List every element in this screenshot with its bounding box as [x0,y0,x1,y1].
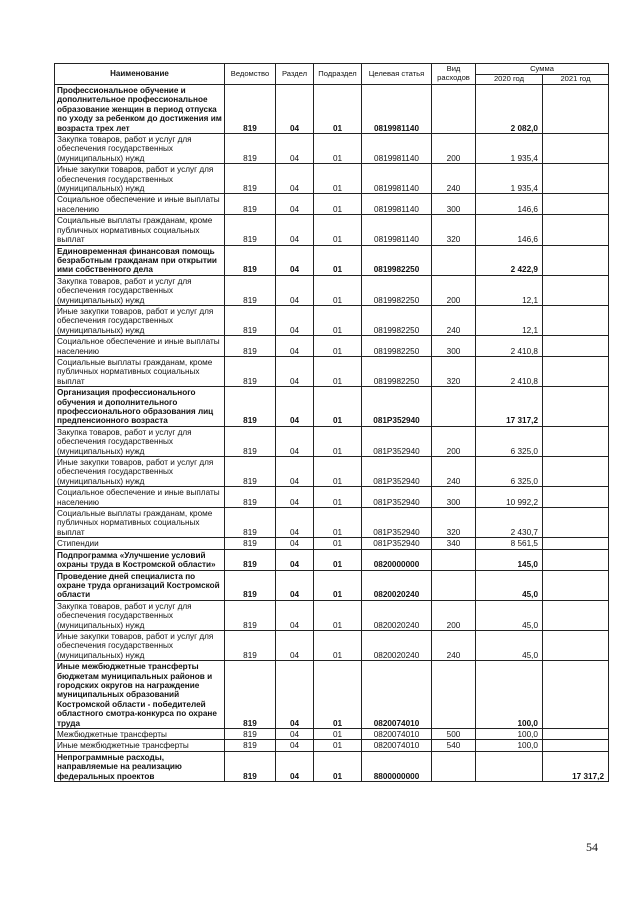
cell-subsection: 01 [314,245,362,275]
cell-2020: 2 430,7 [476,508,543,538]
cell-2020: 45,0 [476,600,543,630]
cell-target: 081P352940 [362,426,432,456]
cell-exp-type: 320 [432,215,476,245]
cell-exp-type: 320 [432,356,476,386]
cell-section: 04 [276,508,314,538]
table-row [55,549,609,570]
cell-dept: 819 [225,305,276,335]
cell-dept: 819 [225,661,276,729]
cell-2021 [543,356,609,386]
cell-name: Организация профессионального обучения и дополнительного профессионального образования лиц предпенсионного возраста [55,387,225,427]
cell-2020: 6 325,0 [476,426,543,456]
cell-2021 [543,538,609,549]
cell-2020 [476,751,543,781]
header-sum: Сумма [476,64,609,75]
cell-name: Социальное обеспечение и иные выплаты населению [55,487,225,508]
cell-target: 081P352940 [362,538,432,549]
cell-section: 04 [276,336,314,357]
cell-2021 [543,740,609,751]
cell-subsection: 01 [314,600,362,630]
cell-dept: 819 [225,751,276,781]
table-row [55,356,609,386]
cell-name: Профессиональное обучение и дополнительное профессиональное образование женщин в период отпуска по уходу за ребенком до достижения им возраста трех лет [55,85,225,134]
cell-dept: 819 [225,570,276,600]
table-row [55,538,609,549]
cell-name: Закупка товаров, работ и услуг для обеспечения государственных (муниципальных) нужд [55,426,225,456]
cell-2020: 1 935,4 [476,164,543,194]
cell-dept: 819 [225,487,276,508]
table-row [55,740,609,751]
cell-section: 04 [276,85,314,134]
cell-2020: 100,0 [476,740,543,751]
cell-2021 [543,85,609,134]
cell-2020: 100,0 [476,661,543,729]
cell-section: 04 [276,275,314,305]
cell-2020: 12,1 [476,275,543,305]
cell-name: Единовременная финансовая помощь безработным гражданам при открытии ими собственного дела [55,245,225,275]
cell-subsection: 01 [314,275,362,305]
cell-2021 [543,426,609,456]
cell-exp-type [432,387,476,427]
cell-exp-type: 240 [432,630,476,660]
table-row [55,630,609,660]
cell-section: 04 [276,134,314,164]
cell-target: 0819981140 [362,194,432,215]
cell-2020: 145,0 [476,549,543,570]
cell-2020: 12,1 [476,305,543,335]
header-2021: 2021 год [543,75,609,85]
cell-subsection: 01 [314,630,362,660]
cell-target: 0819982250 [362,275,432,305]
cell-section: 04 [276,600,314,630]
header-section: Раздел [276,64,314,85]
table-row [55,729,609,740]
table-row [55,245,609,275]
cell-exp-type: 340 [432,538,476,549]
cell-dept: 819 [225,275,276,305]
cell-exp-type: 240 [432,457,476,487]
header-target: Целевая статья [362,64,432,85]
cell-subsection: 01 [314,387,362,427]
cell-2021 [543,194,609,215]
cell-section: 04 [276,245,314,275]
cell-subsection: 01 [314,740,362,751]
cell-exp-type: 240 [432,305,476,335]
cell-2021 [543,387,609,427]
table-row [55,387,609,427]
cell-target: 0819982250 [362,336,432,357]
cell-2020: 2 422,9 [476,245,543,275]
table-row [55,164,609,194]
cell-subsection: 01 [314,215,362,245]
cell-subsection: 01 [314,661,362,729]
cell-section: 04 [276,549,314,570]
cell-section: 04 [276,356,314,386]
table-row [55,751,609,781]
budget-table-wrapper [54,63,608,782]
header-subsection: Подраздел [314,64,362,85]
cell-dept: 819 [225,387,276,427]
cell-dept: 819 [225,245,276,275]
cell-dept: 819 [225,336,276,357]
cell-dept: 819 [225,457,276,487]
cell-exp-type: 300 [432,336,476,357]
cell-2021 [543,630,609,660]
cell-2021 [543,508,609,538]
cell-name: Иные закупки товаров, работ и услуг для обеспечения государственных (муниципальных) нужд [55,630,225,660]
table-row [55,215,609,245]
cell-section: 04 [276,538,314,549]
cell-exp-type [432,751,476,781]
cell-name: Иные закупки товаров, работ и услуг для обеспечения государственных (муниципальных) нужд [55,457,225,487]
cell-target: 0819982250 [362,305,432,335]
cell-2020: 100,0 [476,729,543,740]
cell-subsection: 01 [314,85,362,134]
cell-2020: 2 410,8 [476,336,543,357]
cell-exp-type: 200 [432,600,476,630]
cell-section: 04 [276,305,314,335]
cell-dept: 819 [225,426,276,456]
cell-target: 0820020240 [362,630,432,660]
cell-target: 0820020240 [362,600,432,630]
cell-2021 [543,164,609,194]
cell-name: Закупка товаров, работ и услуг для обеспечения государственных (муниципальных) нужд [55,134,225,164]
header-2020: 2020 год [476,75,543,85]
cell-exp-type: 300 [432,194,476,215]
cell-target: 0819982250 [362,245,432,275]
cell-exp-type: 540 [432,740,476,751]
cell-2021 [543,457,609,487]
cell-name: Подпрограмма «Улучшение условий охраны труда в Костромской области» [55,549,225,570]
cell-exp-type: 240 [432,164,476,194]
cell-subsection: 01 [314,457,362,487]
cell-name: Иные межбюджетные трансферты [55,740,225,751]
cell-subsection: 01 [314,305,362,335]
cell-dept: 819 [225,740,276,751]
cell-name: Социальные выплаты гражданам, кроме публичных нормативных социальных выплат [55,356,225,386]
cell-dept: 819 [225,215,276,245]
cell-exp-type: 320 [432,508,476,538]
cell-2020: 10 992,2 [476,487,543,508]
table-row [55,487,609,508]
cell-subsection: 01 [314,164,362,194]
cell-2021 [543,275,609,305]
cell-exp-type [432,661,476,729]
cell-target: 081P352940 [362,457,432,487]
cell-subsection: 01 [314,134,362,164]
cell-target: 0819981140 [362,85,432,134]
cell-subsection: 01 [314,570,362,600]
cell-2021 [543,549,609,570]
cell-name: Закупка товаров, работ и услуг для обеспечения государственных (муниципальных) нужд [55,600,225,630]
header-name: Наименование [55,64,225,85]
cell-name: Проведение дней специалиста по охране труда организаций Костромской области [55,570,225,600]
cell-2020: 8 561,5 [476,538,543,549]
cell-subsection: 01 [314,194,362,215]
cell-2020: 45,0 [476,630,543,660]
cell-dept: 819 [225,356,276,386]
budget-table [54,63,609,782]
cell-2020: 2 410,8 [476,356,543,386]
cell-2021 [543,245,609,275]
cell-target: 0819981140 [362,164,432,194]
cell-target: 0819981140 [362,215,432,245]
cell-dept: 819 [225,134,276,164]
cell-2021 [543,600,609,630]
cell-2021 [543,661,609,729]
cell-2020: 1 935,4 [476,134,543,164]
cell-subsection: 01 [314,336,362,357]
cell-2020: 146,6 [476,194,543,215]
cell-section: 04 [276,164,314,194]
table-row [55,661,609,729]
cell-name: Социальное обеспечение и иные выплаты населению [55,336,225,357]
cell-name: Социальные выплаты гражданам, кроме публичных нормативных социальных выплат [55,508,225,538]
cell-dept: 819 [225,164,276,194]
cell-section: 04 [276,751,314,781]
cell-subsection: 01 [314,549,362,570]
cell-dept: 819 [225,508,276,538]
table-row [55,134,609,164]
cell-target: 8800000000 [362,751,432,781]
cell-target: 0819982250 [362,356,432,386]
cell-dept: 819 [225,600,276,630]
cell-2020: 2 082,0 [476,85,543,134]
cell-name: Социальные выплаты гражданам, кроме публичных нормативных социальных выплат [55,215,225,245]
cell-target: 081P352940 [362,387,432,427]
cell-section: 04 [276,570,314,600]
cell-2021 [543,570,609,600]
cell-section: 04 [276,426,314,456]
cell-exp-type: 200 [432,426,476,456]
cell-name: Закупка товаров, работ и услуг для обеспечения государственных (муниципальных) нужд [55,275,225,305]
table-row [55,508,609,538]
cell-name: Социальное обеспечение и иные выплаты населению [55,194,225,215]
cell-subsection: 01 [314,729,362,740]
cell-2020: 146,6 [476,215,543,245]
table-row [55,85,609,134]
header-dept: Ведомство [225,64,276,85]
cell-exp-type: 300 [432,487,476,508]
cell-target: 081P352940 [362,508,432,538]
cell-dept: 819 [225,194,276,215]
cell-target: 0820000000 [362,549,432,570]
cell-section: 04 [276,215,314,245]
cell-subsection: 01 [314,508,362,538]
cell-2021 [543,729,609,740]
header-exp-type: Вид расходов [432,64,476,85]
cell-2021 [543,336,609,357]
cell-subsection: 01 [314,487,362,508]
cell-name: Иные межбюджетные трансферты бюджетам муниципальных районов и городских округов на награждение муниципальных образований Костромской области - победителей областного смотра-конкурса по охране труда [55,661,225,729]
cell-exp-type: 200 [432,134,476,164]
table-header [55,64,609,85]
cell-exp-type: 500 [432,729,476,740]
table-row [55,305,609,335]
page-number: 54 [586,840,598,854]
cell-name: Иные закупки товаров, работ и услуг для обеспечения государственных (муниципальных) нужд [55,305,225,335]
cell-section: 04 [276,387,314,427]
cell-target: 0820074010 [362,661,432,729]
table-row [55,457,609,487]
cell-2021 [543,134,609,164]
cell-2021 [543,487,609,508]
cell-dept: 819 [225,549,276,570]
cell-dept: 819 [225,538,276,549]
cell-section: 04 [276,661,314,729]
cell-section: 04 [276,194,314,215]
cell-section: 04 [276,729,314,740]
cell-2020: 17 317,2 [476,387,543,427]
cell-name: Межбюджетные трансферты [55,729,225,740]
cell-target: 0820020240 [362,570,432,600]
cell-section: 04 [276,740,314,751]
cell-section: 04 [276,487,314,508]
table-row [55,426,609,456]
cell-name: Иные закупки товаров, работ и услуг для обеспечения государственных (муниципальных) нужд [55,164,225,194]
cell-target: 0820074010 [362,729,432,740]
table-row [55,194,609,215]
table-row [55,336,609,357]
cell-dept: 819 [225,729,276,740]
cell-target: 0819981140 [362,134,432,164]
cell-dept: 819 [225,85,276,134]
cell-2021 [543,215,609,245]
cell-section: 04 [276,457,314,487]
cell-2020: 45,0 [476,570,543,600]
cell-exp-type [432,85,476,134]
cell-exp-type [432,549,476,570]
cell-subsection: 01 [314,751,362,781]
cell-name: Непрограммные расходы, направляемые на реализацию федеральных проектов [55,751,225,781]
cell-2021: 17 317,2 [543,751,609,781]
cell-subsection: 01 [314,538,362,549]
cell-name: Стипендии [55,538,225,549]
cell-exp-type: 200 [432,275,476,305]
cell-subsection: 01 [314,426,362,456]
cell-exp-type [432,570,476,600]
table-row [55,570,609,600]
cell-target: 0820074010 [362,740,432,751]
table-row [55,275,609,305]
cell-2020: 6 325,0 [476,457,543,487]
cell-subsection: 01 [314,356,362,386]
cell-dept: 819 [225,630,276,660]
cell-target: 081P352940 [362,487,432,508]
table-row [55,600,609,630]
cell-2021 [543,305,609,335]
cell-section: 04 [276,630,314,660]
table-body [55,85,609,782]
cell-exp-type [432,245,476,275]
